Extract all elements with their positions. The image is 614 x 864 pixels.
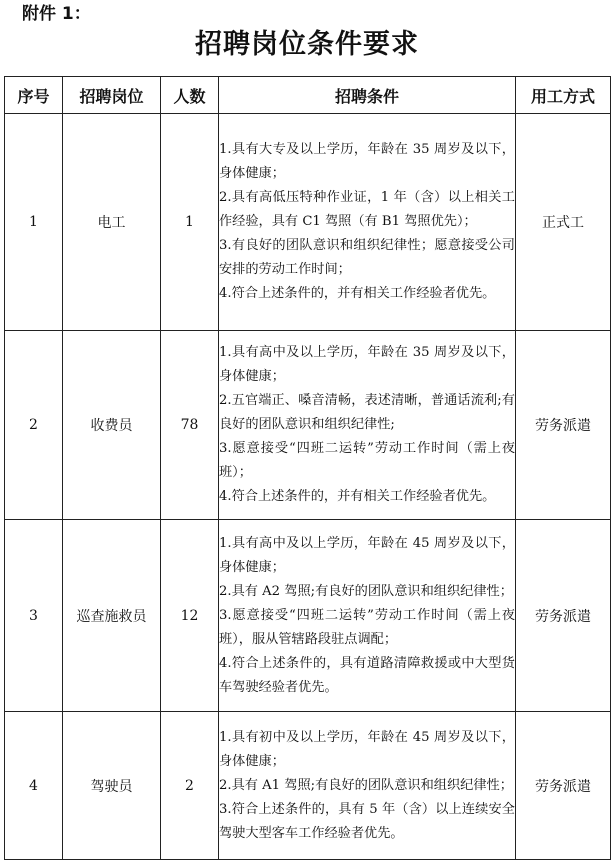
condition-item: 3.有良好的团队意识和组织纪律性；愿意接受公司安排的劳动工作时间； <box>219 238 515 277</box>
condition-item: 3.符合上述条件的，具有 5 年（含）以上连续安全驾驶大型客车工作经验者优先。 <box>219 801 515 841</box>
condition-item: 4.符合上述条件的，并有相关工作经验者优先。 <box>219 286 496 301</box>
header-conditions: 招聘条件 <box>219 77 516 114</box>
header-seq: 序号 <box>5 77 63 114</box>
row-count: 1 <box>161 114 219 331</box>
row-position: 驾驶员 <box>63 712 161 860</box>
table-row <box>5 331 611 520</box>
condition-item: 4.符合上述条件的，并有相关工作经验者优先。 <box>219 489 496 504</box>
page-title: 招聘岗位条件要求 <box>195 29 419 60</box>
row-conditions <box>219 520 516 712</box>
attachment-label: 附件 1： <box>22 4 91 24</box>
row-seq: 1 <box>5 114 63 331</box>
row-count: 2 <box>161 712 219 860</box>
row-count: 78 <box>161 331 219 520</box>
row-seq: 4 <box>5 712 63 860</box>
recruitment-table <box>4 76 611 860</box>
condition-item: 1.具有高中及以上学历，年龄在 35 周岁及以下，身体健康； <box>219 345 515 384</box>
table-row <box>5 520 611 712</box>
row-conditions <box>219 114 516 331</box>
row-employment: 正式工 <box>516 114 611 331</box>
row-count: 12 <box>161 520 219 712</box>
header-position: 招聘岗位 <box>63 77 161 114</box>
row-seq: 3 <box>5 520 63 712</box>
row-employment: 劳务派遣 <box>516 712 611 860</box>
row-conditions <box>219 712 516 860</box>
condition-item: 2.具有高低压特种作业证，1 年（含）以上相关工作经验，具有 C1 驾照（有 B1 驾照优先）； <box>219 190 515 229</box>
row-seq: 2 <box>5 331 63 520</box>
condition-item: 1.具有高中及以上学历，年龄在 45 周岁及以下，身体健康； <box>219 535 515 575</box>
row-position: 电工 <box>63 114 161 331</box>
header-employment: 用工方式 <box>516 77 611 114</box>
row-conditions <box>219 331 516 520</box>
table-header-row <box>5 77 611 114</box>
condition-item: 3.愿意接受“四班二运转”劳动工作时间（需上夜班）； <box>219 441 515 480</box>
condition-item: 1.具有大专及以上学历，年龄在 35 周岁及以下，身体健康； <box>219 142 515 181</box>
row-employment: 劳务派遣 <box>516 520 611 712</box>
condition-item: 4.符合上述条件的，具有道路清障救援或中大型货车驾驶经验者优先。 <box>219 655 515 695</box>
table-row <box>5 712 611 860</box>
condition-item: 1.具有初中及以上学历，年龄在 45 周岁及以下，身体健康； <box>219 729 515 769</box>
table-row <box>5 114 611 331</box>
header-count: 人数 <box>161 77 219 114</box>
row-employment: 劳务派遣 <box>516 331 611 520</box>
row-position: 收费员 <box>63 331 161 520</box>
condition-item: 2.五官端正、嗓音清畅，表述清晰，普通话流利;有良好的团队意识和组织纪律性; <box>219 393 515 432</box>
condition-item: 2.具有 A2 驾照;有良好的团队意识和组织纪律性； <box>219 583 513 599</box>
condition-item: 3.愿意接受“四班二运转”劳动工作时间（需上夜班），服从管辖路段驻点调配； <box>219 607 515 647</box>
row-position: 巡查施救员 <box>63 520 161 712</box>
condition-item: 2.具有 A1 驾照;有良好的团队意识和组织纪律性； <box>219 777 513 793</box>
